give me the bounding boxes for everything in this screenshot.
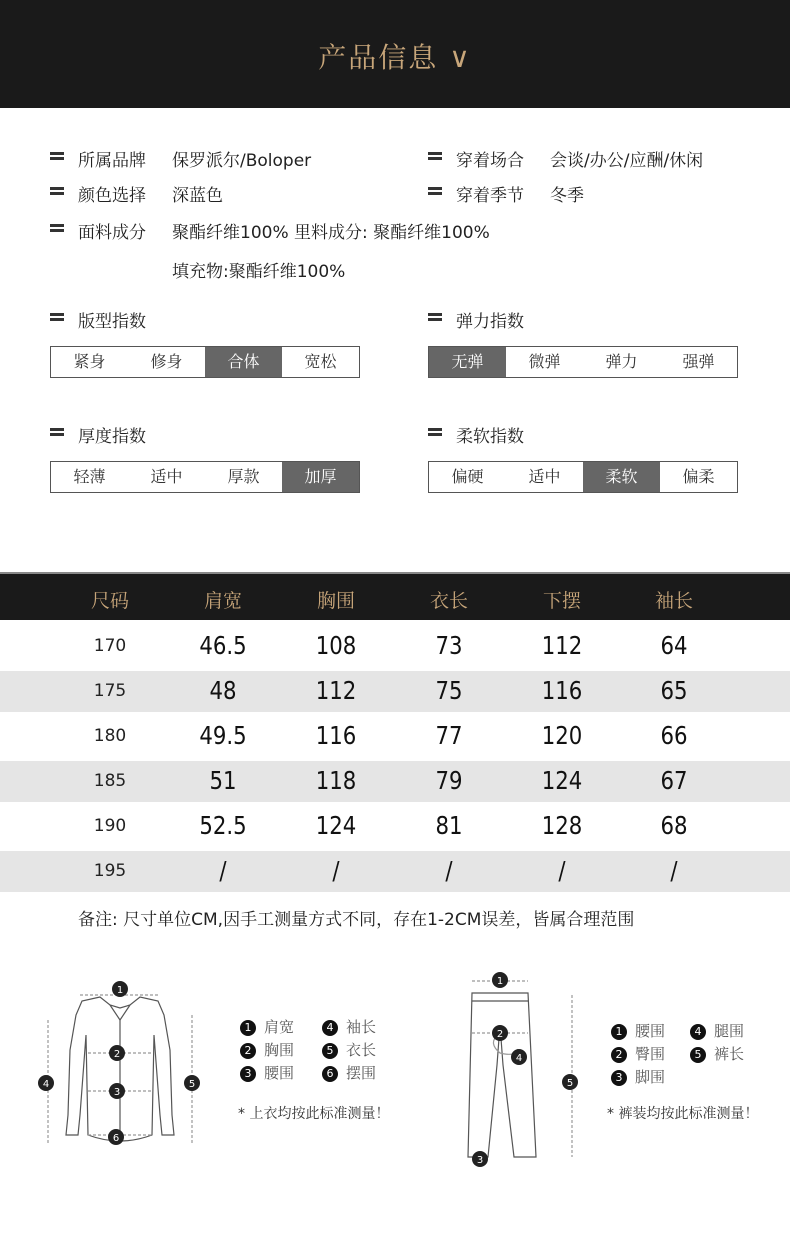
legend-item: 5 衣长 [322, 1039, 376, 1060]
index-option: 紧身 [73, 352, 106, 371]
index-option: 厚款 [227, 467, 260, 486]
index-option: 修身 [150, 352, 183, 371]
legend-item: 4 袖长 [322, 1016, 376, 1037]
marker-5-icon: 5 [690, 1047, 706, 1063]
size-cell: 190 [93, 816, 127, 836]
size-cell: 185 [93, 771, 127, 791]
size-note: 备注: 尺寸单位CM,因手工测量方式不同，存在1-2CM误差，皆属合理范围 [78, 910, 635, 930]
brand-value: 保罗派尔/Boloper [172, 151, 312, 171]
legend-item: 2 臀围 [611, 1043, 665, 1064]
table-row [0, 761, 790, 802]
measure-cell: 112 [541, 631, 583, 660]
marker-1-icon: 1 [611, 1024, 627, 1040]
svg-text:4: 4 [42, 1079, 50, 1090]
size-cell: 180 [93, 726, 127, 746]
fabric-label: 面料成分 [78, 223, 146, 243]
shirt-footnote: * 上衣均按此标准测量！ [238, 1106, 390, 1122]
measure-cell: 79 [435, 766, 463, 795]
table-header-cell: 袖长 [654, 590, 693, 612]
measure-cell: / [558, 856, 566, 885]
measure-cell: 116 [541, 676, 583, 705]
softness-index-selector [428, 461, 738, 493]
table-row [0, 716, 790, 757]
legend-item: 6 摆围 [322, 1062, 376, 1083]
table-header-cell: 胸围 [316, 590, 355, 612]
table-row [0, 626, 790, 667]
measure-cell: 51 [209, 766, 237, 795]
index-option: 偏硬 [451, 467, 484, 486]
svg-text:2: 2 [496, 1029, 504, 1040]
measure-cell: 120 [541, 721, 583, 750]
measure-cell: 124 [315, 811, 357, 840]
legend-item: 1 腰围 [611, 1020, 665, 1041]
list-bullet-icon [50, 187, 64, 199]
occasion-label: 穿着场合 [456, 151, 524, 171]
table-header-cell: 尺码 [90, 590, 129, 612]
softness-index-label: 柔软指数 [456, 427, 524, 447]
measure-cell: 112 [315, 676, 357, 705]
measure-cell: 108 [315, 631, 357, 660]
size-cell: 175 [93, 681, 127, 701]
size-cell: 170 [93, 636, 127, 656]
index-option: 轻薄 [73, 467, 106, 486]
index-option: 弹力 [605, 352, 638, 371]
measure-cell: / [219, 856, 227, 885]
list-bullet-icon [428, 152, 442, 164]
measure-cell: 66 [660, 721, 688, 750]
list-bullet-icon [428, 187, 442, 199]
season-label: 穿着季节 [456, 186, 524, 206]
table-header-cell: 衣长 [429, 590, 468, 612]
measure-cell: 49.5 [199, 721, 247, 750]
thickness-index-selector [50, 461, 360, 493]
measure-cell: 67 [660, 766, 688, 795]
index-option-selected: 合体 [205, 347, 282, 377]
pants-footnote: * 裤装均按此标准测量！ [607, 1106, 759, 1122]
shirt-measure-diagram [30, 975, 220, 1160]
fabric-value: 聚酯纤维100% 里料成分: 聚酯纤维100% [172, 223, 490, 243]
elasticity-index-selector [428, 346, 738, 378]
measure-cell: 65 [660, 676, 688, 705]
svg-text:4: 4 [515, 1053, 523, 1064]
marker-3-icon: 3 [240, 1066, 256, 1082]
occasion-value: 会谈/办公/应酬/休闲 [550, 151, 704, 171]
season-value: 冬季 [550, 186, 584, 206]
table-row [0, 806, 790, 847]
measure-cell: 81 [435, 811, 463, 840]
measure-cell: 48 [209, 676, 237, 705]
size-cell: 195 [93, 861, 127, 881]
color-value: 深蓝色 [172, 186, 223, 206]
marker-2-icon: 2 [611, 1047, 627, 1063]
measure-cell: / [670, 856, 678, 885]
list-bullet-icon [428, 428, 442, 440]
elasticity-index-label: 弹力指数 [456, 312, 524, 332]
fit-index-label: 版型指数 [78, 312, 146, 332]
legend-item: 3 脚围 [611, 1066, 665, 1087]
list-bullet-icon [50, 152, 64, 164]
measure-cell: 52.5 [199, 811, 247, 840]
list-bullet-icon [50, 224, 64, 236]
legend-item: 5 裤长 [690, 1043, 744, 1064]
measure-cell: 118 [315, 766, 357, 795]
legend-item: 1 肩宽 [240, 1016, 294, 1037]
list-bullet-icon [50, 428, 64, 440]
section-title: 产品信息 ∨ [318, 41, 472, 74]
index-option: 微弹 [528, 352, 561, 371]
index-option-selected: 无弹 [429, 347, 506, 377]
thickness-index-label: 厚度指数 [78, 427, 146, 447]
svg-text:1: 1 [496, 976, 504, 987]
measure-cell: 128 [541, 811, 583, 840]
measure-cell: / [445, 856, 453, 885]
svg-text:3: 3 [113, 1087, 121, 1098]
svg-text:1: 1 [116, 985, 124, 996]
measure-cell: 77 [435, 721, 463, 750]
marker-2-icon: 2 [240, 1043, 256, 1059]
legend-item: 2 胸围 [240, 1039, 294, 1060]
index-option-selected: 柔软 [583, 462, 660, 492]
fit-index-selector [50, 346, 360, 378]
index-option-selected: 加厚 [282, 462, 359, 492]
filling-value: 填充物:聚酯纤维100% [172, 262, 346, 282]
marker-3-icon: 3 [611, 1070, 627, 1086]
svg-text:2: 2 [113, 1049, 121, 1060]
marker-5-icon: 5 [322, 1043, 338, 1059]
table-header-cell: 下摆 [542, 590, 581, 612]
measure-cell: 73 [435, 631, 463, 660]
list-bullet-icon [428, 313, 442, 325]
measure-cell: 116 [315, 721, 357, 750]
table-header-cell: 肩宽 [203, 590, 242, 612]
svg-text:5: 5 [566, 1078, 574, 1089]
index-option: 宽松 [304, 352, 337, 371]
marker-4-icon: 4 [690, 1024, 706, 1040]
index-option: 偏柔 [682, 467, 715, 486]
brand-label: 所属品牌 [78, 151, 146, 171]
list-bullet-icon [50, 313, 64, 325]
index-option: 适中 [528, 467, 561, 486]
svg-text:6: 6 [112, 1133, 120, 1144]
marker-6-icon: 6 [322, 1066, 338, 1082]
legend-item: 3 腰围 [240, 1062, 294, 1083]
pants-measure-diagram [460, 965, 595, 1170]
index-option: 强弹 [682, 352, 715, 371]
marker-4-icon: 4 [322, 1020, 338, 1036]
table-row [0, 671, 790, 712]
color-label: 颜色选择 [78, 186, 146, 206]
measure-cell: 68 [660, 811, 688, 840]
measure-cell: / [332, 856, 340, 885]
svg-text:3: 3 [476, 1155, 484, 1166]
measure-cell: 46.5 [199, 631, 247, 660]
legend-item: 4 腿围 [690, 1020, 744, 1041]
marker-1-icon: 1 [240, 1020, 256, 1036]
size-table-header [0, 572, 790, 620]
table-row [0, 851, 790, 892]
measure-cell: 75 [435, 676, 463, 705]
measure-cell: 124 [541, 766, 583, 795]
measure-cell: 64 [660, 631, 688, 660]
svg-text:5: 5 [188, 1079, 196, 1090]
index-option: 适中 [150, 467, 183, 486]
